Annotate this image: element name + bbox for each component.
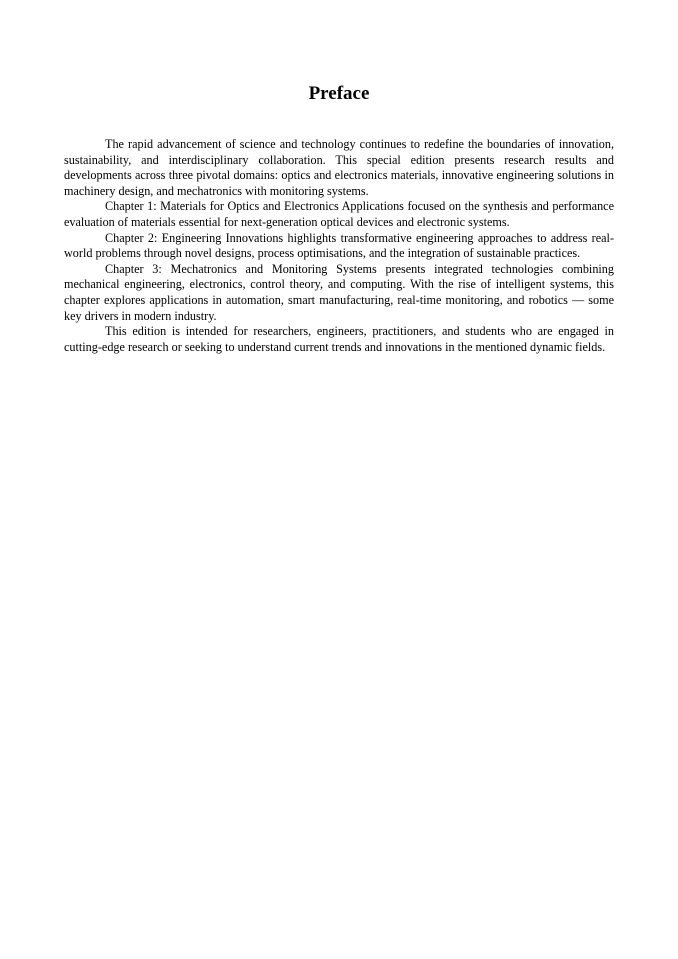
- paragraph-intro: The rapid advancement of science and technology continues to redefine the boundaries of innovation, sustainability, and interdisciplinary collaboration. This special edition presents research results and developments across three pivotal domains: optics and electronics materials, innovative engineering solutions in machinery design, and mechatronics with monitoring systems.: [64, 137, 614, 198]
- paragraph-chapter-1: Chapter 1: Materials for Optics and Electronics Applications focused on the synthesis and performance evaluation of materials essential for next-generation optical devices and electronic systems.: [64, 199, 614, 229]
- preface-body: [64, 137, 614, 355]
- paragraph-audience: This edition is intended for researchers, engineers, practitioners, and students who are engaged in cutting-edge research or seeking to understand current trends and innovations in the mentioned dynamic fields.: [64, 324, 614, 354]
- page-title: Preface: [308, 83, 370, 104]
- paragraph-chapter-3: Chapter 3: Mechatronics and Monitoring Systems presents integrated technologies combining mechanical engineering, electronics, control theory, and computing. With the rise of intelligent systems, this chapter explores applications in automation, smart manufacturing, real-time monitoring, and robotics — some key drivers in modern industry.: [64, 261, 614, 323]
- paragraph-chapter-2: Chapter 2: Engineering Innovations highlights transformative engineering approaches to address real-world problems through novel designs, process optimisations, and the integration of sustainable practices.: [64, 230, 614, 261]
